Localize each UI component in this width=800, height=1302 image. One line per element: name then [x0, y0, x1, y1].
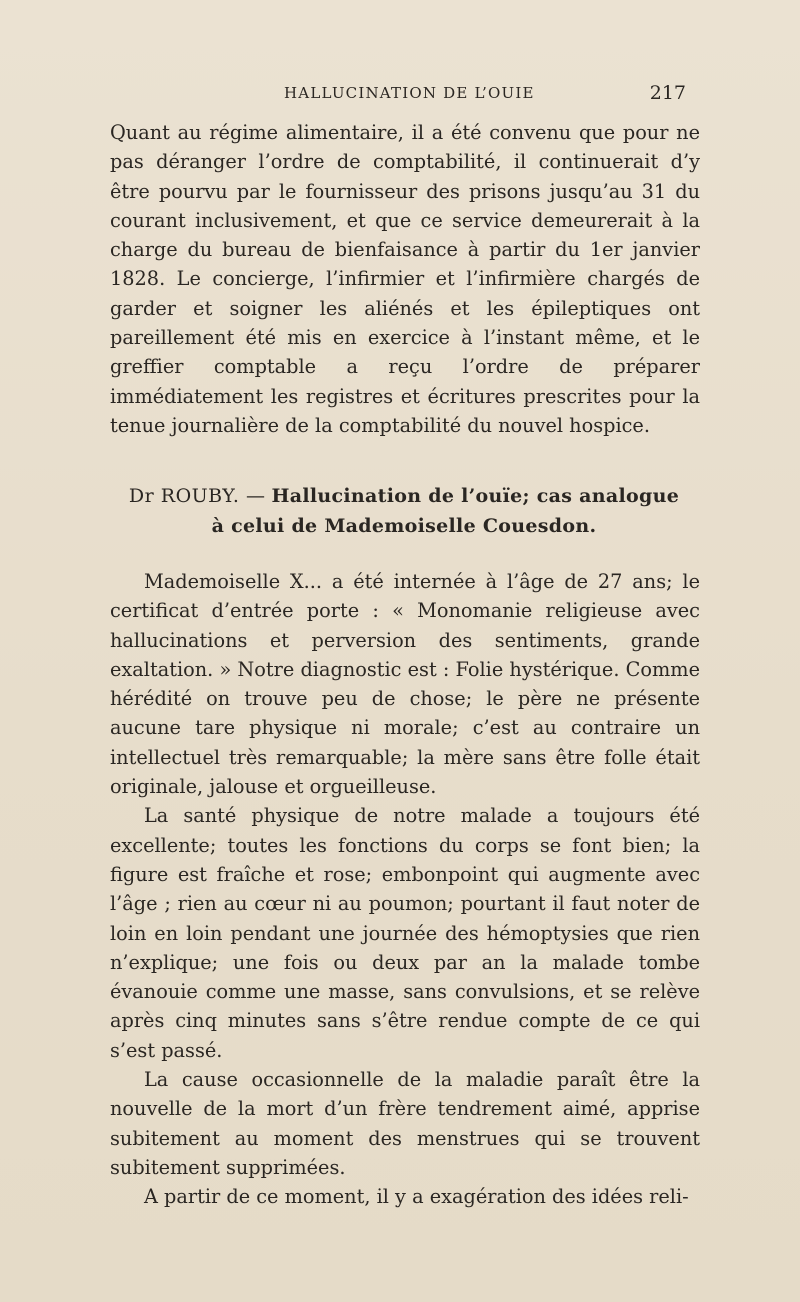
- article-heading-line-2: [108, 511, 700, 541]
- intro-section: [110, 118, 700, 440]
- article-paragraph: La cause occasionnelle de la maladie paraît être la nouvelle de la mort d’un frère tendrement aimé, apprise subitement au moment des menstrues qui se trouvent subitement supprimées.: [110, 1068, 700, 1179]
- page-number: 217: [649, 82, 686, 104]
- intro-paragraph: Quant au régime alimentaire, il a été convenu que pour ne pas déranger l’ordre de comptabilité, il continuerait d’y être pourvu par le fournisseur des prisons jusqu’au 31 du courant inclusivement, et que ce service demeurerait à la charge du bureau de bienfaisance à partir du 1er janvier 1828. Le concierge, l’infirmier et l’infirmière chargés de garder et soigner les aliénés et les épileptiques ont pareillement été mis en exercice à l’instant même, et le greffier comptable a reçu l’ordre de préparer immédiatement les registres et écritures prescrites pour la tenue journalière de la comptabilité du nouvel hospice.: [110, 121, 700, 437]
- article-heading: [108, 481, 700, 541]
- article-title-line-2: à celui de Mademoiselle Couesdon.: [211, 515, 597, 537]
- article-heading-line-1: [108, 481, 700, 511]
- article-author: Dr ROUBY. —: [128, 485, 266, 507]
- article-paragraph: A partir de ce moment, il y a exagération des idées reli-: [144, 1185, 689, 1209]
- article-paragraph: Mademoiselle X... a été internée à l’âge de 27 ans; le certificat d’entrée porte : « Monomanie religieuse avec hallucinations et perversion des sentiments, grande exaltation. » Notre diagnostic est : Folie hystérique. Comme hérédité on trouve peu de chose; le père ne présente aucune tare physique ni morale; c’est au contraire un intellectuel très remarquable; la mère sans être folle était originale, jalouse et orgueilleuse.: [110, 570, 700, 799]
- article-body: [110, 567, 700, 1212]
- running-title: HALLUCINATION DE L’OUIE: [284, 84, 535, 102]
- running-header: [112, 82, 686, 110]
- article-title-line-1: Hallucination de l’ouïe; cas analogue: [271, 485, 680, 507]
- article-paragraph: La santé physique de notre malade a toujours été excellente; toutes les fonctions du corps se font bien; la figure est fraîche et rose; embonpoint qui augmente avec l’âge ; rien au cœur ni au poumon; pourtant il faut noter de loin en loin pendant une journée des hémoptysies que rien n’explique; une fois ou deux par an la malade tombe évanouie comme une masse, sans convulsions, et se relève après cinq minutes sans s’être rendue compte de ce qui s’est passé.: [110, 804, 700, 1062]
